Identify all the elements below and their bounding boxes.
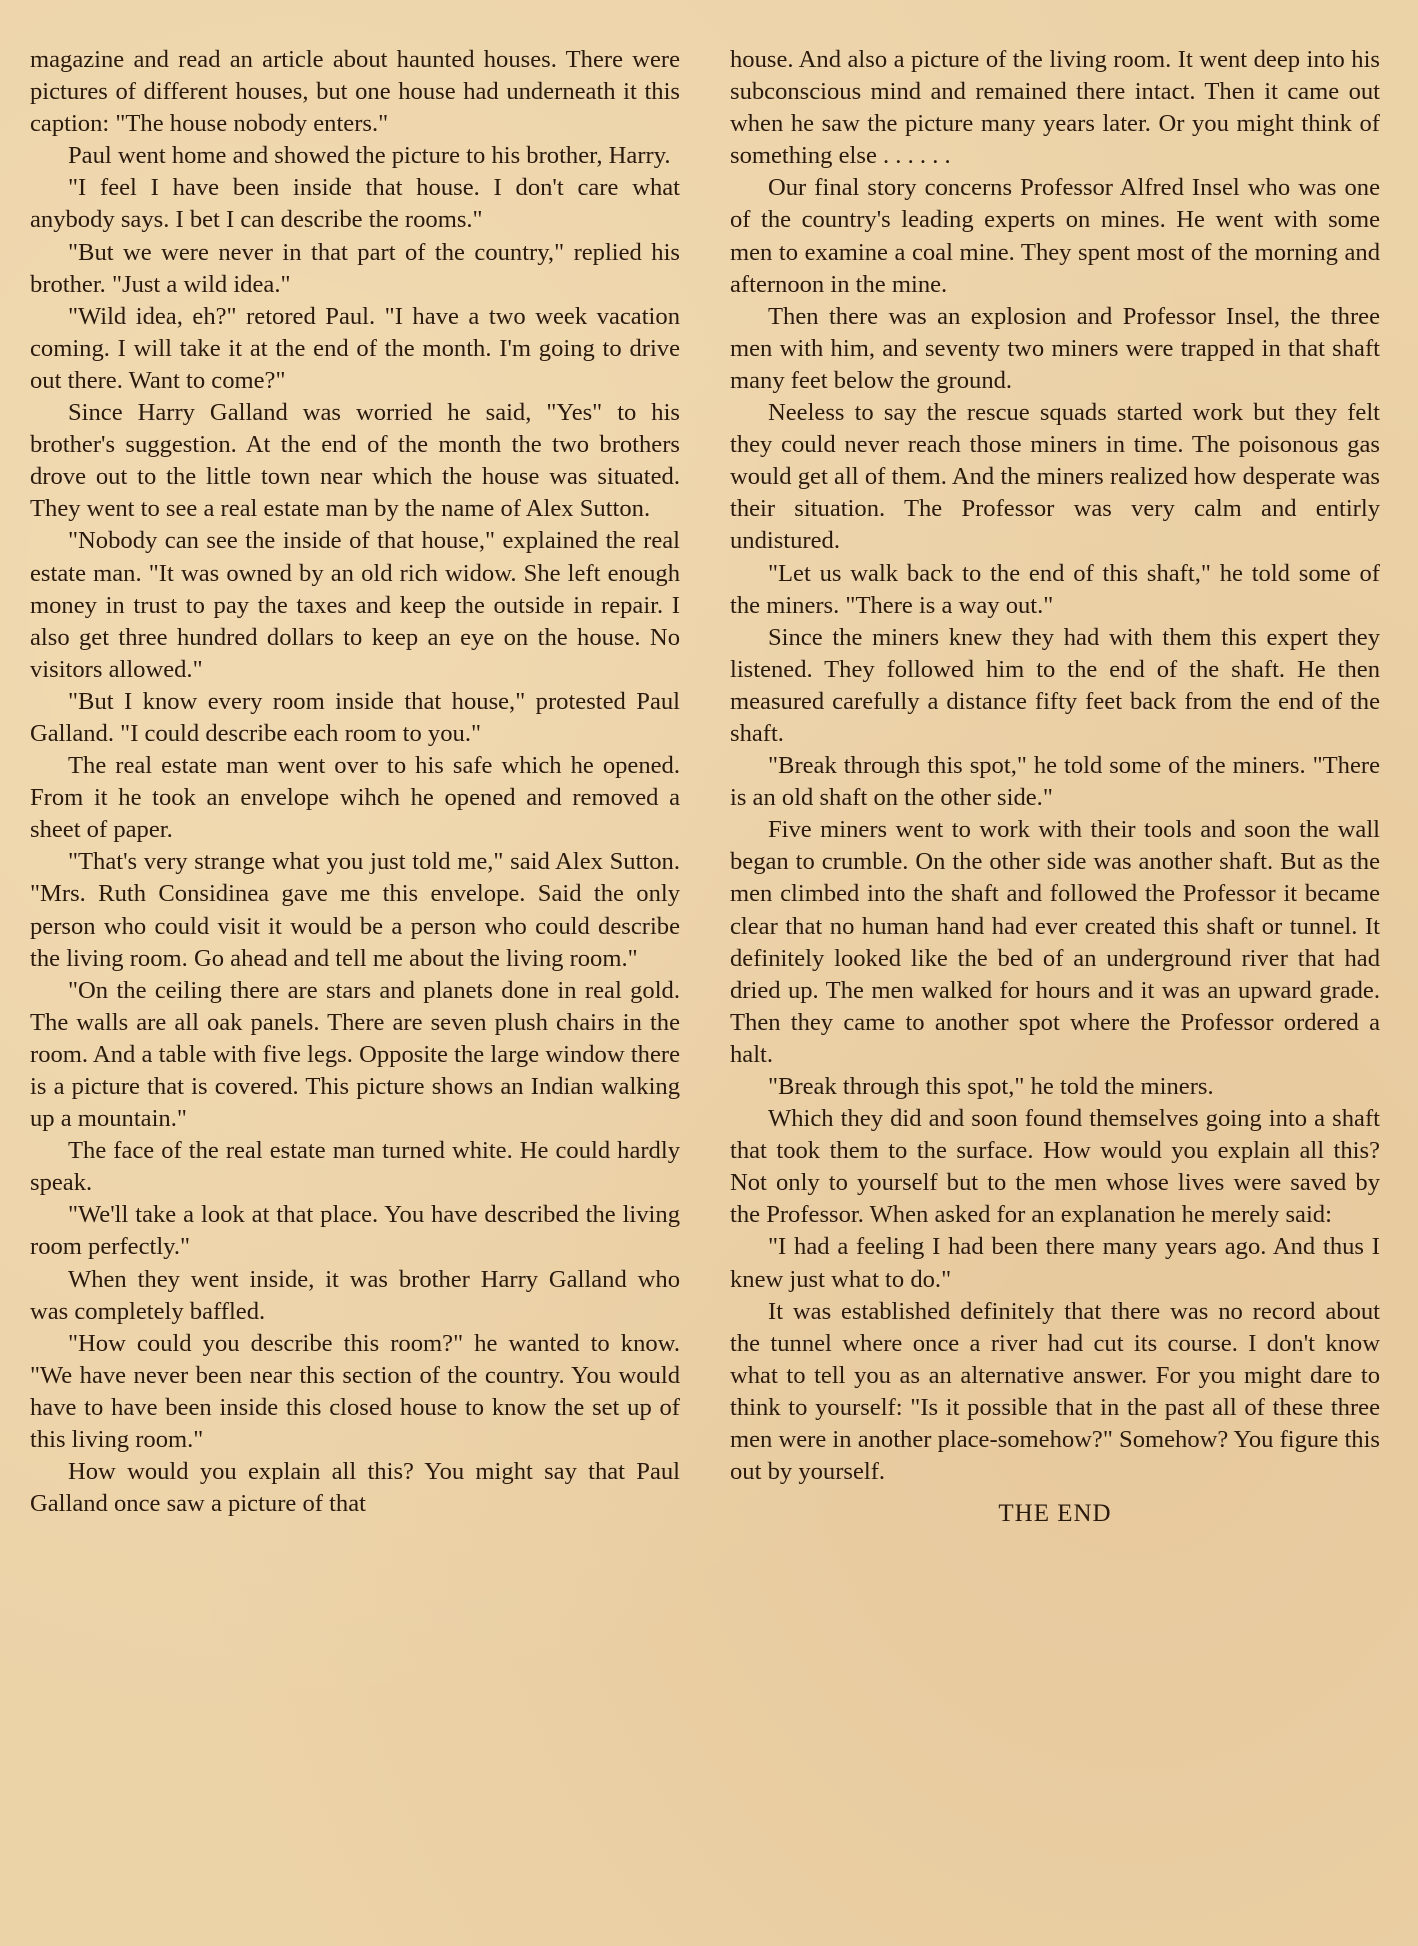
story-paragraph: "But I know every room inside that house," protested Paul Galland. "I could describe each room to you." xyxy=(30,687,680,747)
story-paragraph: Then there was an explosion and Professor Insel, the three men with him, and seventy two miners were trapped in that shaft many feet below the ground. xyxy=(730,302,1380,394)
story-paragraph: When they went inside, it was brother Harry Galland who was completely baffled. xyxy=(30,1265,680,1325)
story-paragraph: It was established definitely that there was no record about the tunnel where once a river had cut its course. I don't know what to tell you as an alternative answer. For you might dare to think to yourself: "Is it possible that in the past all of these three men were in another place-somehow?" Somehow? You figure this out by yourself. xyxy=(730,1297,1381,1486)
story-paragraph: How would you explain all this? You might say that Paul Galland once saw a picture of that xyxy=(30,1458,680,1518)
right-text-column xyxy=(730,44,1380,1530)
story-paragraph: The real estate man went over to his safe which he opened. From it he took an envelope wihch he opened and removed a sheet of paper. xyxy=(30,752,680,844)
story-paragraph: "Let us walk back to the end of this shaft," he told some of the miners. "There is a way out." xyxy=(730,559,1380,619)
story-paragraph: magazine and read an article about haunted houses. There were pictures of different houses, but one house had underneath it this caption: "The house nobody enters." xyxy=(30,46,680,138)
story-paragraph: Since the miners knew they had with them this expert they listened. They followed him to the end of the shaft. He then measured carefully a distance fifty feet back from the end of the shaft. xyxy=(730,623,1380,747)
story-paragraph: Paul went home and showed the picture to his brother, Harry. xyxy=(68,142,671,170)
story-paragraph: "We'll take a look at that place. You have described the living room perfectly." xyxy=(30,1201,680,1261)
story-paragraph: "Break through this spot," he told some of the miners. "There is an old shaft on the other side." xyxy=(730,752,1380,812)
story-paragraph: "Break through this spot," he told the miners. xyxy=(768,1073,1214,1100)
story-paragraph: Our final story concerns Professor Alfred Insel who was one of the country's leading experts on mines. He went with some men to examine a coal mine. They spent most of the morning and afternoon in the mine. xyxy=(730,174,1380,298)
story-paragraph: "Nobody can see the inside of that house," explained the real estate man. "It was owned by an old rich widow. She left enough money in trust to pay the taxes and keep the outside in repair. I also get three hundred dollars to keep an eye on the house. No visitors allowed." xyxy=(30,527,680,683)
story-paragraph: house. And also a picture of the living room. It went deep into his subconscious mind and remained there intact. Then it came out when he saw the picture many years later. Or you might think of something else . . . . . . xyxy=(730,46,1380,170)
the-end-label: THE END xyxy=(998,1500,1112,1528)
story-paragraph: Five miners went to work with their tools and soon the wall began to crumble. On the other side was another shaft. But as the men climbed into the shaft and followed the Professor it became clear that no human hand had ever created this shaft or tunnel. It definitely looked like the bed of an underground river that had dried up. The men walked for hours and it was an upward grade. Then they came to another spot where the Professor ordered a halt. xyxy=(730,816,1380,1068)
story-paragraph: "But we were never in that part of the country," replied his brother. "Just a wild idea." xyxy=(30,238,680,298)
story-paragraph: Neeless to say the rescue squads started work but they felt they could never reach those miners in time. The poisonous gas would get all of them. And the miners realized how desperate was their situation. The Professor was very calm and entirly undistured. xyxy=(730,399,1380,555)
left-text-column xyxy=(30,44,680,1520)
story-paragraph: "Wild idea, eh?" retored Paul. "I have a two week vacation coming. I will take it at the end of the month. I'm going to drive out there. Want to come?" xyxy=(30,302,680,394)
story-paragraph: The face of the real estate man turned white. He could hardly speak. xyxy=(30,1137,680,1197)
story-paragraph: Since Harry Galland was worried he said, "Yes" to his brother's suggestion. At the end of the month the two brothers drove out to the little town near which the house was situated. They went to see a real estate man by the name of Alex Sutton. xyxy=(30,399,680,523)
story-paragraph: "How could you describe this room?" he wanted to know. "We have never been near this section of the country. You would have to have been inside this closed house to know the set up of this living room." xyxy=(30,1329,680,1454)
story-paragraph: "That's very strange what you just told me," said Alex Sutton. "Mrs. Ruth Considinea gave me this envelope. Said the only person who could visit it would be a person who could describe the living room. Go ahead and tell me about the living room." xyxy=(30,848,680,972)
story-paragraph: Which they did and soon found themselves going into a shaft that took them to the surface. How would you explain all this? Not only to yourself but to the men whose lives were saved by the Professor. When asked for an explanation he merely said: xyxy=(730,1105,1380,1229)
story-paragraph: "On the ceiling there are stars and planets done in real gold. The walls are all oak panels. There are seven plush chairs in the room. And a table with five legs. Opposite the large window there is a picture that is covered. This picture shows an Indian walking up a mountain." xyxy=(30,976,680,1133)
story-paragraph: "I had a feeling I had been there many years ago. And thus I knew just what to do." xyxy=(730,1233,1380,1293)
story-paragraph: "I feel I have been inside that house. I don't care what anybody says. I bet I can describe the rooms." xyxy=(30,174,680,234)
